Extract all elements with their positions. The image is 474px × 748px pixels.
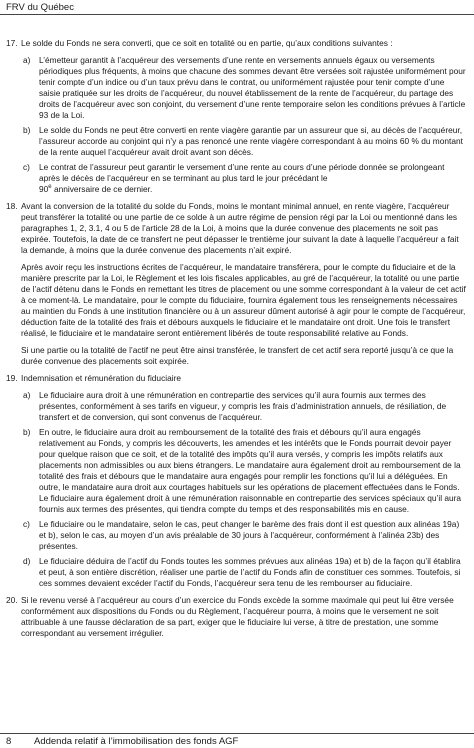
subsection-text: Le fiduciaire aura droit à une rémunération en contrepartie des services qu’il aura fournis aux termes des présentes, conformément à ses tarifs en vigueur, y compris les frais d’administration annuels, de résiliation, de transfert et de conversion, qui sont convenus de l’acquéreur. [39, 390, 447, 422]
subsection-letter: d) [23, 556, 31, 566]
subsection-text: En outre, le fiduciaire aura droit au remboursement de la totalité des frais et débours qu’il aura engagés relativement au Fonds, y compris les découverts, les amendes et les intérêts que le Fonds pourrait devoir payer pour quelque raison que ce soit, et de la totalité des impôts qu’il aura versés, y compris les impôts relatifs aux placements non admissibles ou aux biens étrangers. Le mandataire aura également droit au remboursement de la totalité des frais et débours que le mandataire aura engagés pour remplir les fonctions qu’il lui a déléguées. En outre, le mandataire aura droit aux courtages habituels sur les opérations de placement effectuées dans le Fonds. Le fiduciaire aura également droit à une rémunération raisonnable en contrepartie des services spéciaux qu’il aura fournis aux termes des présentes, qui tiendra compte du temps et des responsabilités mis en cause. [39, 427, 462, 514]
subsection-letter: c) [23, 162, 30, 172]
subsection-text: L’émetteur garantit à l’acquéreur des versements d’une rente en versements annuels égaux ou versements périodiques plus fréquents, à moins que chacune des sommes devant être versées soit rajustée uniformément pour tenir compte d’un indice ou d’un taux prévu dans le contrat, ou uniformément rajustée pour tenir compte d’une saisie pratiquée sur les droits de l’acquéreur, du nouvel établissement de la rente de l’acquéreur, du partage des droits de l’acquéreur avec son conjoint, du versement d’une rente temporaire selon les conditions prévues à l’article 93 de la Loi. [39, 55, 466, 120]
subsection-a [21, 55, 466, 121]
subsection-b [21, 125, 466, 158]
paragraph: Avant la conversion de la totalité du solde du Fonds, moins le montant minimal annuel, en rente viagère, l’acquéreur peut transférer la totalité ou une partie de ce solde à un autre régime de pension régi par la Loi ou mentionné dans les paragraphes 1, 2, 3.1, 4 ou 5 de l’article 28 de la Loi, à moins que la durée convenue des placements ne soit pas expirée. Toutefois, la date de ce transfert ne peut dépasser le trentième jour suivant la date à laquelle l’acquéreur a fait la demande, à moins que la durée convenue des placements n’ait expiré. [21, 201, 459, 255]
header-rule [0, 14, 474, 15]
section-18 [6, 201, 466, 367]
subsection-c [21, 519, 466, 552]
footer-title: Addenda relatif à l’immobilisation des fonds AGF [34, 736, 239, 747]
running-header: FRV du Québec [6, 2, 74, 13]
subsection-a [21, 390, 466, 423]
paragraph: Si une partie ou la totalité de l’actif ne peut être ainsi transférée, le transfert de cet actif sera reporté jusqu’à ce que la durée convenue des placements soit expirée. [21, 345, 454, 366]
subsection-letter: b) [23, 427, 31, 437]
section-20 [6, 595, 466, 639]
subsection-letter: a) [23, 390, 31, 400]
section-19 [6, 373, 466, 589]
section-number: 17. [6, 38, 18, 48]
page-number: 8 [6, 736, 12, 747]
subsection-letter: a) [23, 55, 31, 65]
page-footer [6, 736, 238, 747]
ordinal-suffix: e [48, 184, 52, 191]
section-17 [6, 38, 466, 195]
document-body [6, 38, 466, 645]
section-number: 18. [6, 201, 18, 211]
subsection-text-end: anniversaire de ce dernier. [51, 184, 153, 194]
subsection-text: Le fiduciaire déduira de l’actif du Fonds toutes les sommes prévues aux alinéas 19a) et b) de la façon qu’il établira et peut, à son entière discrétion, réaliser une partie de l’actif du Fonds afin de constituer ces sommes. Toutefois, si ces sommes devaient excéder l’actif du Fonds, l’acquéreur sera tenu de les rembourser au fiduciaire. [39, 556, 461, 588]
subsection-letter: c) [23, 519, 30, 529]
subsection-text-part: Le contrat de l’assureur peut garantir le versement d’une rente au cours d’une période donnée se prolongeant après le décès de l’acquéreur en se terminant au plus tard le jour précédant le [39, 162, 445, 183]
paragraph: Si le revenu versé à l’acquéreur au cours d’un exercice du Fonds excède la somme maximale qui peut lui être versée conformément aux dispositions du Fonds ou du Règlement, l’acquéreur pourra, à moins que le versement ne soit attribuable à une fausse déclaration de sa part, exiger que le fiduciaire lui verse, à titre de prestation, une somme correspondant au versement irrégulier. [21, 595, 454, 638]
subsection-c [21, 162, 466, 195]
ordinal-number: 90 [39, 184, 49, 194]
subsection-letter: b) [23, 125, 31, 135]
subsection-text [39, 162, 466, 195]
section-intro: Le solde du Fonds ne sera converti, que ce soit en totalité ou en partie, qu’aux conditions suivantes : [21, 38, 393, 48]
subsection-text: Le solde du Fonds ne peut être converti en rente viagère garantie par un assureur que si, au décès de l’acquéreur, l’assureur accorde au conjoint qui n’y a pas renoncé une rente viagère correspondant à au moins 60 % du montant de la rente auquel l’acquéreur avait droit avant son décès. [39, 125, 463, 157]
section-number: 19. [6, 373, 18, 383]
section-intro: Indemnisation et rémunération du fiduciaire [21, 373, 182, 383]
footer-rule [0, 733, 474, 734]
section-number: 20. [6, 595, 18, 605]
subsection-text: Le fiduciaire ou le mandataire, selon le cas, peut changer le barème des frais dont il est question aux alinéas 19a) et b), selon le cas, au moyen d’un avis préalable de 30 jours à l’acquéreur, conformément à l’alinéa 23b) des présentes. [39, 519, 460, 551]
subsection-d [21, 556, 466, 589]
subsection-b [21, 427, 466, 515]
paragraph: Après avoir reçu les instructions écrites de l’acquéreur, le mandataire transférera, pour le compte du fiduciaire et de la manière prescrite par la Loi, le Règlement et les lois fiscales applicables, au gré de l’acquéreur, la totalité ou une partie de l’actif détenu dans le Fonds en remettant les titres de placement ou une somme correspondant à la valeur de cet actif à ce moment-là. Le mandataire, pour le compte du fiduciaire, fournira également tous les renseignements nécessaires au maintien du Fonds à une institution financière ou à un assureur dûment autorisé à agir pour le compte de l’acquéreur, déduction faite de la totalité des frais et débours auxquels le fiduciaire et le mandataire ont droit. Une fois le transfert réalisé, le fiduciaire et le mandataire seront entièrement libérés de toute responsabilité relative au Fonds. [21, 262, 466, 338]
